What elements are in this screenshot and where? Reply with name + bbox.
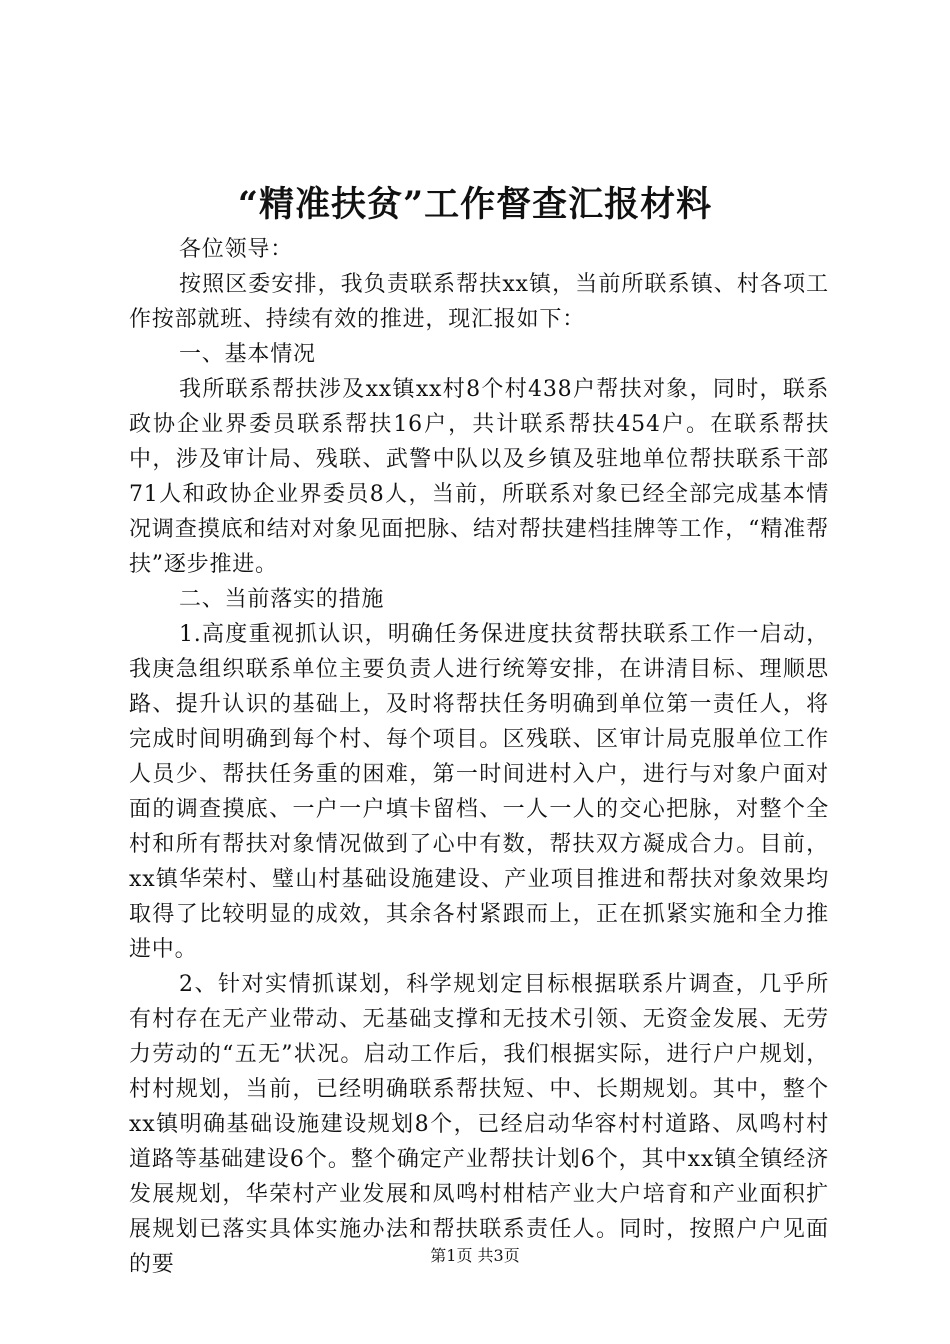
section-heading-measures: 二、当前落实的措施 [179, 587, 385, 612]
document-title: “精准扶贫”工作督查汇报材料 [237, 184, 713, 225]
measure-1-paragraph: 1.高度重视抓认识，明确任务保进度扶贫帮扶联系工作一启动，我庚急组织联系单位主要负责人进行统筹安排，在讲清目标、理顺思路、提升认识的基础上，及时将帮扶任务明确到单位第一责任人，将完成时间明确到每个村、每个项目。区残联、区审计局克服单位工作人员少、帮扶任务重的困难，第一时间进村入户，进行与对象户面对面的调查摸底、一户一户填卡留档、一人一人的交心把脉，对整个全村和所有帮扶对象情况做到了心中有数，帮扶双方凝成合力。目前，xx镇华荣村、璧山村基础设施建设、产业项目推进和帮扶对象效果均取得了比较明显的成效，其余各村紧跟而上，正在抓紧实施和全力推进中。 [129, 622, 829, 962]
salutation: 各位领导： [179, 237, 294, 262]
page-footer: 第1页 共3页 [430, 1246, 520, 1265]
basic-situation-paragraph: 我所联系帮扶涉及xx镇xx村8个村438户帮扶对象，同时，联系政协企业界委员联系帮扶16户，共计联系帮扶454户。在联系帮扶中，涉及审计局、残联、武警中队以及乡镇及驻地单位帮扶联系干部71人和政协企业界委员8人，当前，所联系对象已经全部完成基本情况调查摸底和结对对象见面把脉、结对帮扶建档挂牌等工作，“精准帮扶”逐步推进。 [129, 377, 829, 577]
measure-2-paragraph: 2、针对实情抓谋划，科学规划定目标根据联系片调查，几乎所有村存在无产业带动、无基础支撑和无技术引领、无资金发展、无劳力劳动的“五无”状况。启动工作后，我们根据实际，进行户户规划，村村规划，当前，已经明确联系帮扶短、中、长期规划。其中，整个xx镇明确基础设施建设规划8个，已经启动华容村村道路、凤鸣村村道路等基础建设6个。整个确定产业帮扶计划6个，其中xx镇全镇经济发展规划，华荣村产业发展和凤鸣村柑桔产业大户培育和产业面积扩展规划已落实具体实施办法和帮扶联系责任人。同时，按照户户见面的要 [129, 972, 829, 1277]
intro-paragraph: 按照区委安排，我负责联系帮扶xx镇，当前所联系镇、村各项工作按部就班、持续有效的推进，现汇报如下： [129, 272, 829, 332]
section-heading-basic-situation: 一、基本情况 [179, 342, 316, 367]
document-body [129, 232, 829, 1282]
